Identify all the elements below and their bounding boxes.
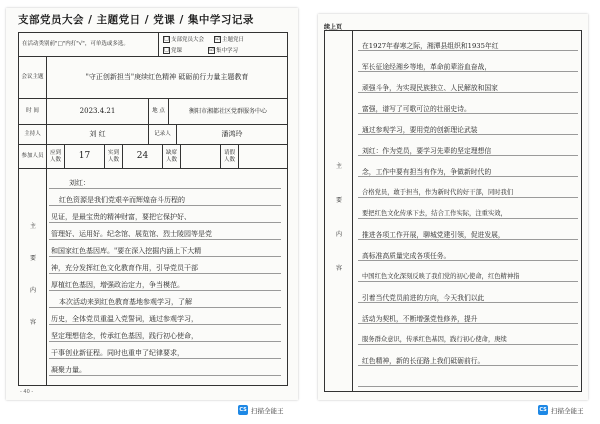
absent-cell: [181, 145, 221, 169]
category-group-study[interactable]: ☑ 集中学习: [209, 46, 239, 54]
content-line: 通过参观学习，要用党的创新理论武装: [362, 126, 478, 134]
content-line: 凝聚力量。: [51, 366, 86, 374]
scanner-watermark-right: [538, 405, 584, 415]
content-line: 富强，谱写了可歌可泣的壮丽史诗。: [362, 105, 471, 113]
due-label: 应到人数: [47, 145, 65, 169]
content-line: 刘红：作为党员，要学习先辈的坚定理想信: [362, 147, 492, 155]
content-line: 顽强斗争，为实现民族独立、人民解放和国家: [362, 84, 498, 92]
page-number: - 40 -: [20, 389, 34, 395]
content-line: 刘红：: [69, 179, 90, 187]
time-label: 时 间: [19, 99, 47, 125]
content-line: 念，工作中要有担当有作为，争做新时代的: [362, 168, 492, 176]
continued-header: 续上页: [324, 24, 343, 31]
host-label: 主持人: [19, 125, 47, 145]
time-cell: [47, 99, 149, 125]
host-cell: [47, 125, 149, 145]
category-party-meeting[interactable]: □ 支部党员大会: [164, 36, 205, 43]
host-value: 刘 红: [89, 130, 106, 139]
content-line: 军长征途经湘乡等地，革命前辈浴血奋战，: [362, 63, 492, 71]
content-line: 中国红色文化深刻反映了我们党的初心使命，红色精神指: [362, 273, 520, 280]
absent-label: 缺席人数: [163, 145, 181, 169]
content-line: 高标准高质量完成各项任务。: [362, 252, 451, 260]
content-line: 本次活动来到红色教育基地参观学习，了解: [59, 298, 192, 306]
attendance-label: 参加人员: [19, 145, 47, 169]
actual-cell: [123, 145, 163, 169]
time-value: 2023.4.21: [79, 107, 116, 116]
recorder-label: 记录人: [149, 125, 177, 145]
record-form-table: [18, 32, 288, 386]
actual-label: 实到人数: [105, 145, 123, 169]
content-line: 见证，是最宝贵的精神财富，要把它保护好、: [51, 213, 191, 221]
topic-cell: [47, 57, 287, 99]
scanner-label: 扫描全能王: [251, 406, 284, 415]
category-party-lecture[interactable]: □ 党课: [164, 46, 183, 54]
topic-value: "守正创新担当"庚续红色精神 砥砺前行力量主题教育: [85, 73, 249, 82]
place-label: 地 点: [149, 99, 169, 125]
due-value: 17: [78, 151, 91, 162]
content-line: 红色资源是我们党艰辛而辉煌奋斗历程的: [59, 196, 185, 204]
content-line: 坚定理想信念，传承红色基因，践行初心使命，: [51, 332, 198, 340]
left-page: [6, 8, 298, 400]
camscanner-icon: CS: [239, 407, 247, 413]
content-line: 神，充分发挥红色文化教育作用，引导党员干部: [51, 264, 198, 272]
place-value: 衡阳市湘都社区党群服务中心: [188, 107, 267, 115]
content-line: 干事创业新征程。同时也重申了纪律要求，: [51, 349, 184, 357]
category-checkboxes: [159, 33, 287, 57]
scanner-label: 扫描全能王: [551, 406, 584, 415]
right-label-rong: 容: [335, 265, 342, 272]
record-title: 支部党员大会 / 主题党日 / 党课 / 集中学习记录: [18, 14, 254, 26]
leave-cell: [239, 145, 287, 169]
content-line: 活动为契机，不断增强党性修养，提升: [362, 315, 478, 323]
right-main-content-label: 主 要 内 容: [325, 31, 353, 391]
content-line: 管理好、运用好。纪念馆、展览馆、烈士陵园等是党: [51, 230, 212, 238]
topic-label: 会议主题: [19, 57, 47, 99]
main-content-label: 主 要 内 容: [19, 169, 47, 385]
content-line: 历史，全体党员重温入党誓词，通过参观学习，: [51, 315, 198, 323]
instruction-text: 在活动类别前"□"内打"√"，可单选或多选。: [19, 33, 159, 57]
category-theme-day[interactable]: ☑ 主题党日: [215, 36, 245, 43]
place-cell: [169, 99, 287, 125]
recorder-value: 潘鸿玲: [221, 130, 243, 139]
content-line: 要把红色文化传承下去，结合工作实际，注重实效，: [362, 210, 507, 217]
content-line: 在1927年春寒之际，湘潭县组织和1935年红: [362, 42, 499, 50]
actual-value: 24: [136, 151, 149, 162]
scanner-watermark-left: [238, 405, 284, 415]
content-line: 引着当代党员前进的方向，今天我们以此: [362, 294, 485, 302]
content-line: 厚植红色基因，增强政治定力，争当模范。: [51, 281, 184, 289]
right-page: [318, 14, 588, 400]
leave-label: 请假人数: [221, 145, 239, 169]
content-line: 合格党员，敢于担当，作为新时代的好干部，同时我们: [362, 189, 514, 196]
camscanner-icon: CS: [539, 407, 547, 413]
recorder-cell: [177, 125, 287, 145]
content-line: 服务群众意识，传承红色基因，践行初心使命，庚续: [362, 336, 507, 343]
due-cell: [65, 145, 105, 169]
content-line: 红色精神，新的长征路上我们砥砺前行。: [362, 357, 485, 365]
content-line: 和国家红色基因库。"要在深入挖掘内涵上下大精: [51, 247, 202, 255]
content-line: 推进各项工作开展，聊城党建引领，促进发展，: [362, 231, 505, 239]
